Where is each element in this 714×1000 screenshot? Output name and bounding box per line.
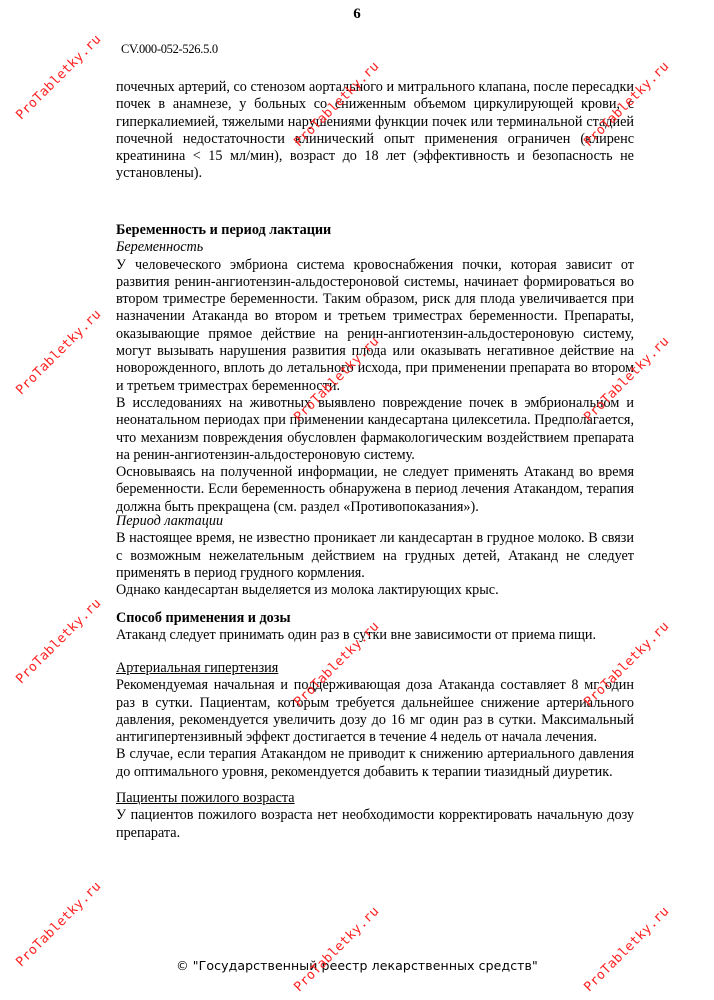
text-line: препарата. [116,824,181,841]
watermark: ProTabletky.ru [581,618,673,710]
copyright-footer: © "Государственный реестр лекарственных средств" [176,958,538,973]
text-line: развития ренин-ангиотензин-альдостероновой системы, начинает формироваться во [116,273,634,290]
text-line: Основываясь на полученной информации, не следует применять Атаканд во время [116,464,634,481]
watermark: ProTabletky.ru [291,618,383,710]
text-line: креатинина < 15 мл/мин), возраст до 18 лет (эффективность и безопасность не [116,148,634,165]
lactation-section [116,513,634,599]
text-line: почечных артерий, со стенозом аортального и митрального клапана, после пересадки [116,79,634,95]
text-line: новорожденного, вплоть до летального исхода, при применении препарата во втором [116,360,634,377]
text-line: В настоящее время, не известно проникает ли кандесартан в грудное молоко. В связи [116,530,634,547]
text-line: почечной недостаточности клинический опыт применения ограничен (клиренс [116,130,634,147]
subsection-heading: Артериальная гипертензия [116,660,279,676]
text-line: могут вызывать нарушения развития плода или оказывать негативное действие на [116,343,634,360]
watermark: ProTabletky.ru [581,58,673,150]
pregnancy-section [116,222,634,516]
watermark: ProTabletky.ru [13,878,105,970]
text-line: У человеческого эмбриона система кровоснабжения почки, которая зависит от [116,256,634,273]
document-code: CV.000-052-526.5.0 [121,42,218,56]
subsection-heading: Пациенты пожилого возраста [116,790,295,806]
section-heading: Беременность и период лактации [116,222,332,238]
text-line: раз в сутки. Пациентам, которым требуется дальнейшее снижение артериального [116,694,634,711]
text-line: Однако кандесартан выделяется из молока лактирующих крыс. [116,582,499,599]
text-line: с возможным нежелательным действием на грудных детей, Атаканд не следует [116,547,634,564]
text-line: и третьем триместрах беременности. [116,377,341,394]
text-line: В исследованиях на животных выявлено повреждение почек в эмбриональном и [116,394,634,411]
text-line: неонатальном периодах при применении кандесартана цилексетила. Предполагается, [116,412,634,429]
text-line: В случае, если терапия Атакандом не приводит к снижению артериального давления [116,746,634,763]
watermark: ProTabletky.ru [581,903,673,995]
text-line: должна быть прекращена (см. раздел «Противопоказания»). [116,498,479,515]
watermark: ProTabletky.ru [291,58,383,150]
intro-paragraph [116,79,634,183]
watermark: ProTabletky.ru [291,333,383,425]
text-line: до оптимального уровня, рекомендуется добавить к терапии тиазидный диуретик. [116,763,613,780]
watermark: ProTabletky.ru [13,306,105,398]
watermark: ProTabletky.ru [291,903,383,995]
text-line: антигипертензивный эффект достигается в течение 4 недель от начала лечения. [116,729,598,746]
watermark: ProTabletky.ru [581,333,673,425]
text-line: Рекомендуемая начальная и поддерживающая доза Атаканда составляет 8 мг один [116,677,634,694]
subsection-heading: Беременность [116,239,204,256]
text-line: назначении Атаканда во втором и третьем триместрах беременности. Препараты, [116,308,634,325]
text-line: почек в анамнезе, у больных со сниженным объемом циркулирующей крови, с [116,96,634,113]
text-line: гиперкалиемией, тяжелыми нарушениями функции почек или терминальной стадией [116,113,634,130]
text-line: беременности. Если беременность обнаружена в период лечения Атакандом, терапия [116,481,634,498]
text-line: оказывающие прямое действие на ренин-ангиотензин-альдостероновую систему, [116,325,634,342]
elderly-section [116,790,634,842]
hypertension-section [116,660,634,781]
text-line: установлены). [116,165,203,182]
watermark: ProTabletky.ru [13,31,105,123]
text-line: втором триместре беременности. Таким образом, риск для плода увеличивается при [116,291,634,308]
text-line: У пациентов пожилого возраста нет необходимости корректировать начальную дозу [116,807,634,824]
text-line: давления, рекомендуется увеличить дозу до 16 мг один раз в сутки. Максимальный [116,711,634,728]
page-number: 6 [353,6,361,22]
text-line: Атаканд следует принимать один раз в сутки вне зависимости от приема пищи. [116,627,597,644]
text-line: применять в период грудного кормления. [116,564,365,581]
text-line: что механизм повреждения обусловлен фармакологическим воздействием препарата [116,429,634,446]
watermark: ProTabletky.ru [13,595,105,687]
section-heading: Способ применения и дозы [116,610,291,626]
subsection-heading: Период лактации [116,513,224,529]
text-line: на ренин-ангиотензин-альдостероновую систему. [116,446,415,463]
